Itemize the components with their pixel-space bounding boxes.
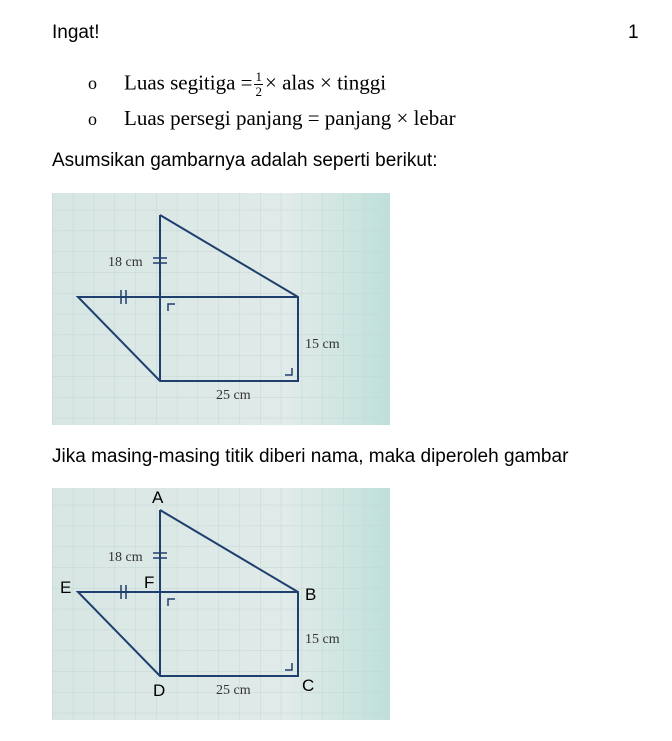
heading: Ingat! (52, 22, 100, 43)
label-25cm: 25 cm (216, 683, 251, 698)
point-label-a: A (152, 488, 164, 507)
figure-unlabeled (52, 193, 390, 425)
point-label-f: F (144, 573, 155, 592)
figure-labeled (52, 488, 390, 720)
formula-lhs: Luas segitiga (124, 70, 236, 95)
fraction-denominator: 2 (255, 84, 262, 99)
fraction-numerator: 1 (255, 69, 262, 84)
point-label-d: D (153, 681, 166, 700)
point-label-b: B (305, 585, 317, 604)
formula-rhs: × alas × tinggi (264, 70, 387, 95)
paragraph-assume: Asumsikan gambarnya adalah seperti berikut: (52, 150, 438, 171)
formula-rectangle-area (88, 106, 456, 131)
formula-lhs: Luas persegi panjang (124, 106, 303, 130)
equals-sign: = (307, 106, 320, 130)
bullet-marker: o (88, 109, 97, 129)
point-label-c: C (302, 676, 315, 695)
bullet-marker: o (88, 73, 97, 94)
label-15cm: 15 cm (305, 632, 340, 647)
label-15cm: 15 cm (305, 337, 340, 352)
page-number: 1 (628, 22, 639, 43)
fraction-one-half (254, 70, 263, 99)
formula-triangle-area (88, 70, 386, 99)
equals-sign: = (240, 70, 253, 95)
paragraph-named-points: Jika masing-masing titik diberi nama, maka diperoleh gambar (52, 446, 569, 467)
point-label-e: E (60, 578, 72, 597)
label-18cm: 18 cm (108, 550, 143, 565)
label-25cm: 25 cm (216, 388, 251, 403)
label-18cm: 18 cm (108, 255, 143, 270)
formula-rhs: panjang × lebar (324, 106, 456, 130)
